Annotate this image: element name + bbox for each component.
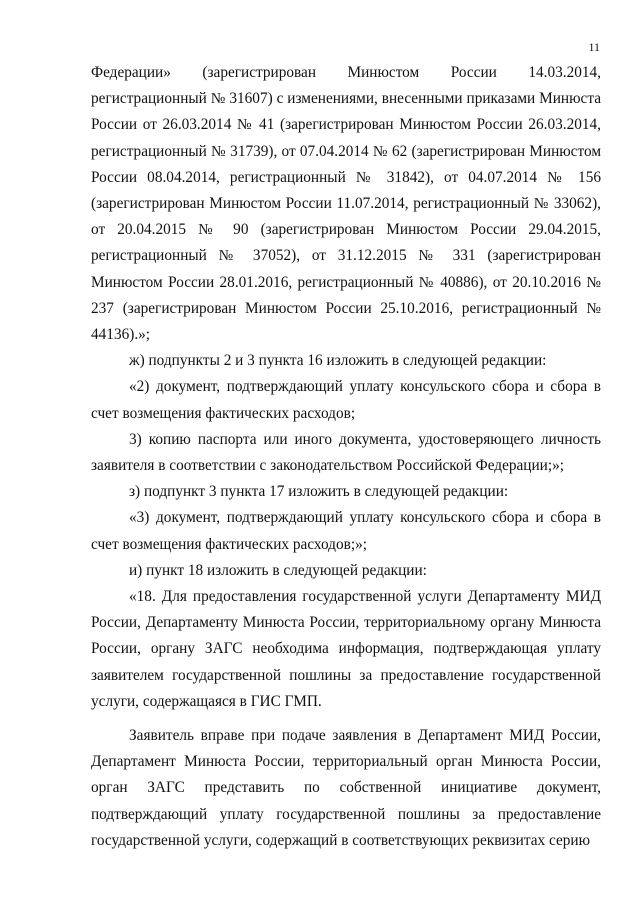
paragraph-subitem-2: «2) документ, подтверждающий уплату консульского сбора и сбора в счет возмещения фактических расходов; <box>91 378 601 422</box>
paragraph-item-z: з) подпункт 3 пункта 17 изложить в следующей редакции: <box>129 483 509 501</box>
paragraph-point-18: «18. Для предоставления государственной услуги Департаменту МИД России, Департаменту Минюста России, территориальному органу Минюста России, органу ЗАГС необходима информация, подтверждающая уплату заявителем государственной пошлины за предоставление государственной услуги, содержащаяся в ГИС ГМП. <box>91 588 601 710</box>
paragraph-subitem-3: 3) копию паспорта или иного документа, удостоверяющего личность заявителя в соответствии с законодательством Российской Федерации;»; <box>91 430 601 475</box>
document-body <box>91 60 601 854</box>
page-number: 11 <box>588 40 600 54</box>
paragraph-applicant-right: Заявитель вправе при подаче заявления в Департамент МИД России, Департамент Минюста России, территориальный орган Минюста России, орган ЗАГС представить по собственной инициативе документ, подтверждающий уплату государственной пошлины за предоставление государственной услуги, содержащий в соответствующих реквизитах серию <box>91 727 601 849</box>
paragraph-item-zh: ж) подпункты 2 и 3 пункта 16 изложить в следующей редакции: <box>129 352 547 370</box>
paragraph-continuation: Федерации» (зарегистрирован Минюстом России 14.03.2014, регистрационный № 31607) с изменениями, внесенными приказами Минюста России от 26.03.2014 № 41 (зарегистрирован Минюстом России 26.03.2014, регистрационный № 31739), от 07.04.2014 № 62 (зарегистрирован Минюстом России 08.04.2014, регистрационный № 31842), от 04.07.2014 № 156 (зарегистрирован Минюстом России 11.07.2014, регистрационный № 33062), от 20.04.2015 № 90 (зарегистрирован Минюстом России 29.04.2015, регистрационный № 37052), от 31.12.2015 № 331 (зарегистрирован Минюстом России 28.01.2016, регистрационный № 40886), от 20.10.2016 № 237 (зарегистрирован Минюстом России 25.10.2016, регистрационный № 44136).»; <box>91 64 601 344</box>
paragraph-item-i: и) пункт 18 изложить в следующей редакции: <box>129 561 427 579</box>
paragraph-subitem-3b: «3) документ, подтверждающий уплату консульского сбора и сбора в счет возмещения фактических расходов;»; <box>91 509 601 553</box>
